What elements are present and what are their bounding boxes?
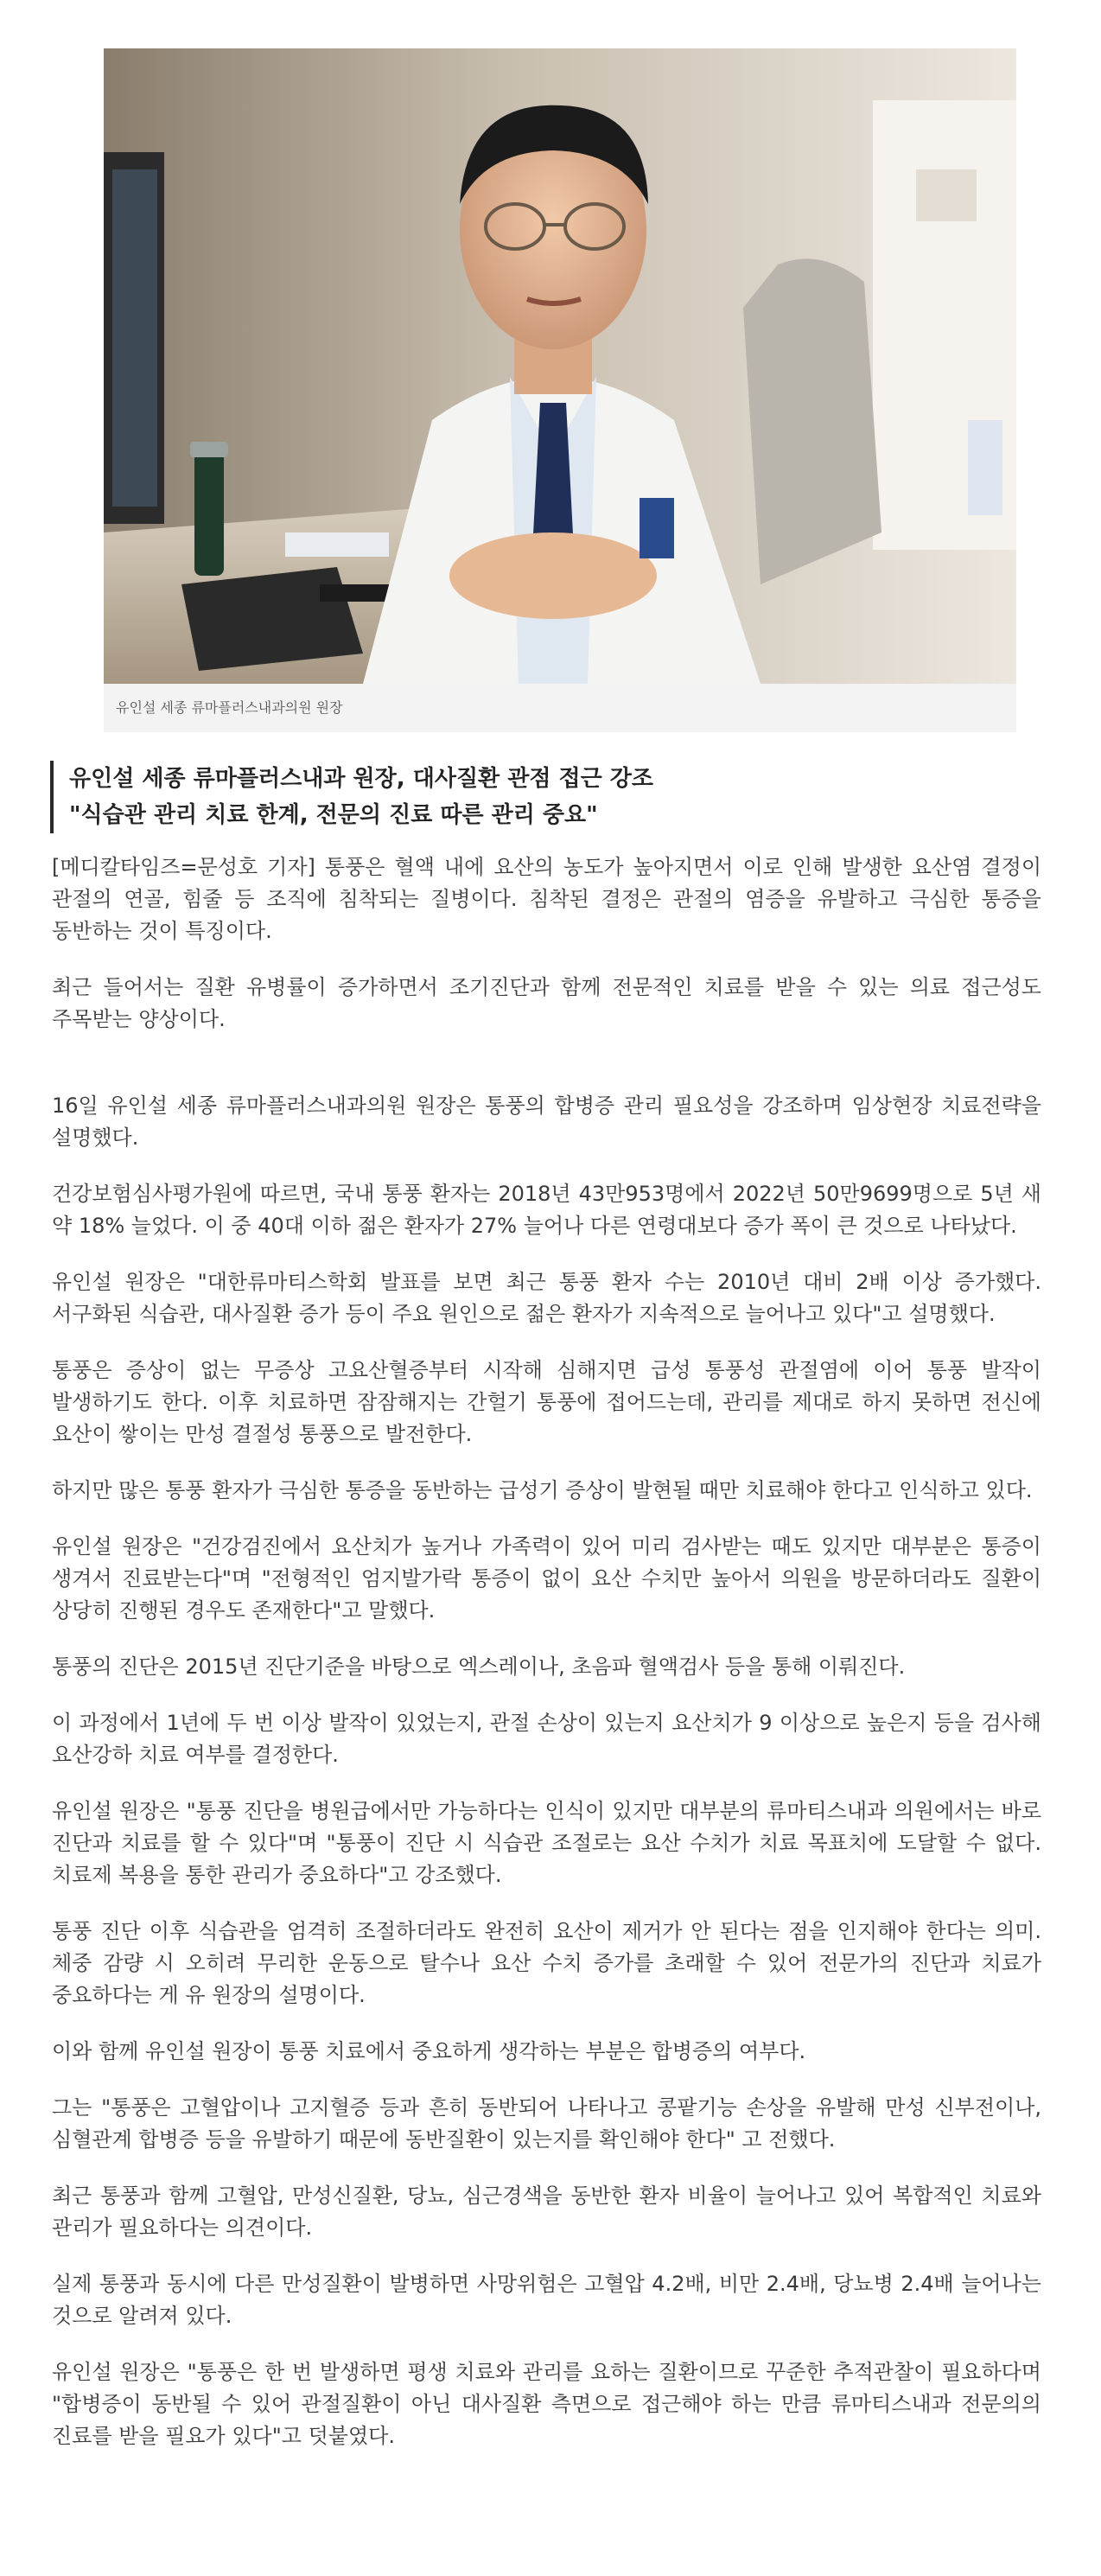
paragraph: 유인설 원장은 "대한류마티스학회 발표를 보면 최근 통풍 환자 수는 2010년 대비 2배 이상 증가했다. 서구화된 식습관, 대사질환 증가 등이 주요 원인으로 젊은 환자가 지속적으로 늘어나고 있다"고 설명했다. — [52, 1270, 1041, 1326]
paragraph: 건강보험심사평가원에 따르면, 국내 통풍 환자는 2018년 43만953명에서 2022년 50만9699명으로 5년 새 약 18% 늘었다. 이 중 40대 이하 젊은 환자가 27% 늘어나 다른 연령대보다 증가 폭이 큰 것으로 나타났다. — [52, 1182, 1041, 1238]
photo-caption: 유인설 세종 류마플러스내과의원 원장 — [116, 699, 343, 716]
paragraph: 유인설 원장은 "통풍 진단을 병원급에서만 가능하다는 인식이 있지만 대부분의 류마티스내과 의원에서는 바로 진단과 치료를 할 수 있다"며 "통풍이 진단 시 식습관 조절로는 요산 수치가 치료 목표치에 도달할 수 없다. 치료제 복용을 통한 관리가 중요하다"고 강조했다. — [52, 1799, 1041, 1887]
paragraph: 최근 들어서는 질환 유병률이 증가하면서 조기진단과 함께 전문적인 치료를 받을 수 있는 의료 접근성도 주목받는 양상이다. — [52, 975, 1041, 1031]
paragraph: 유인설 원장은 "건강검진에서 요산치가 높거나 가족력이 있어 미리 검사받는 때도 있지만 대부분은 통증이 생겨서 진료받는다"며 "전형적인 엄지발가락 통증이 없이 요산 수치만 높아서 의원을 방문하더라도 질환이 상당히 진행된 경우도 존재한다"고 말했다. — [52, 1534, 1041, 1623]
article-body — [52, 851, 1041, 2452]
article-figure — [104, 48, 1016, 732]
paragraph: 그는 "통풍은 고혈압이나 고지혈증 등과 흔히 동반되어 나타나고 콩팥기능 손상을 유발해 만성 신부전이나, 심혈관계 합병증 등을 유발하기 때문에 동반질환이 있는지를 확인해야 한다" 고 전했다. — [52, 2095, 1041, 2152]
subhead-line-2: "식습관 관리 치료 한계, 전문의 진료 따른 관리 중요" — [69, 802, 598, 828]
paragraph: [메디칼타임즈=문성호 기자] 통풍은 혈액 내에 요산의 농도가 높아지면서 이로 인해 발생한 요산염 결정이 관절의 연골, 힘줄 등 조직에 침착되는 질병이다. 침착된 결정은 관절의 염증을 유발하고 극심한 통증을 동반하는 것이 특징이다. — [52, 855, 1041, 943]
subhead-line-1: 유인설 세종 류마플러스내과 원장, 대사질환 관점 접근 강조 — [69, 766, 654, 792]
paragraph: 실제 통풍과 동시에 다른 만성질환이 발병하면 사망위험은 고혈압 4.2배, 비만 2.4배, 당뇨병 2.4배 늘어나는 것으로 알려져 있다. — [52, 2272, 1041, 2328]
paragraph: 유인설 원장은 "통풍은 한 번 발생하면 평생 치료와 관리를 요하는 질환이므로 꾸준한 추적관찰이 필요하다며 "합병증이 동반될 수 있어 관절질환이 아닌 대사질환 측면으로 접근해야 하는 만큼 류마티스내과 전문의의 진료를 받을 필요가 있다"고 덧붙였다. — [52, 2360, 1041, 2448]
paragraph: 최근 통풍과 함께 고혈압, 만성신질환, 당뇨, 심근경색을 동반한 환자 비율이 늘어나고 있어 복합적인 치료와 관리가 필요하다는 의견이다. — [52, 2184, 1041, 2240]
paragraph: 하지만 많은 통풍 환자가 극심한 통증을 동반하는 급성기 증상이 발현될 때만 치료해야 한다고 인식하고 있다. — [52, 1478, 1033, 1502]
paragraph: 통풍의 진단은 2015년 진단기준을 바탕으로 엑스레이나, 초음파 혈액검사 등을 통해 이뤄진다. — [52, 1655, 906, 1679]
paragraph: 이와 함께 유인설 원장이 통풍 치료에서 중요하게 생각하는 부분은 합병증의 여부다. — [52, 2039, 806, 2063]
paragraph: 통풍 진단 이후 식습관을 엄격히 조절하더라도 완전히 요산이 제거가 안 된다는 점을 인지해야 한다는 의미. 체중 감량 시 오히려 무리한 운동으로 탈수나 요산 수치 증가를 초래할 수 있어 전문가의 진단과 치료가 중요하다는 게 유 원장의 설명이다. — [52, 1919, 1041, 2007]
doctor-photo — [104, 48, 1016, 684]
article-subheads — [50, 761, 1063, 833]
paragraph: 통풍은 증상이 없는 무증상 고요산혈증부터 시작해 심해지면 급성 통풍성 관절염에 이어 통풍 발작이 발생하기도 한다. 이후 치료하면 잠잠해지는 간헐기 통풍에 접어드는데, 관리를 제대로 하지 못하면 전신에 요산이 쌓이는 만성 결절성 통풍으로 발전한다. — [52, 1358, 1041, 1446]
paragraph: 이 과정에서 1년에 두 번 이상 발작이 있었는지, 관절 손상이 있는지 요산치가 9 이상으로 높은지 등을 검사해 요산강하 치료 여부를 결정한다. — [52, 1711, 1041, 1767]
paragraph: 16일 유인설 세종 류마플러스내과의원 원장은 통풍의 합병증 관리 필요성을 강조하며 임상현장 치료전략을 설명했다. — [52, 1094, 1041, 1150]
